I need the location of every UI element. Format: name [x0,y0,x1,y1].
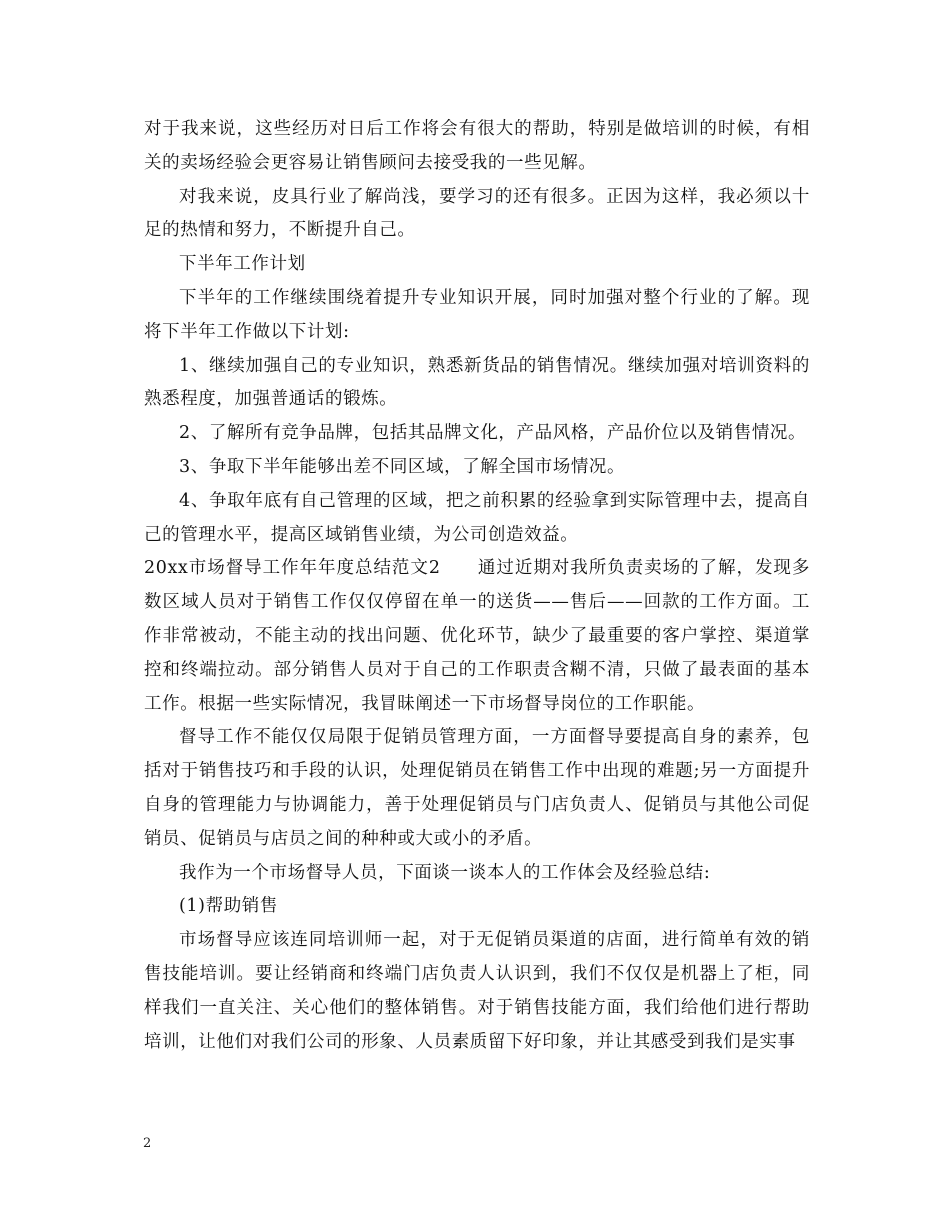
paragraph-2: 对我来说，皮具行业了解尚浅，要学习的还有很多。正因为这样，我必须以十足的热情和努力，不断提升自己。 [144,186,810,241]
plan-item-2: 2、了解所有竞争品牌，包括其品牌文化，产品风格，产品价位以及销售情况。 [179,423,807,444]
paragraph-11: 我作为一个市场督导人员，下面谈一谈本人的工作体会及经验总结: [179,862,711,883]
article-2-intro-paragraph: 20xx市场督导工作年年度总结范文2 通过近期对我所负责卖场的了解，发现多数区域人员对于销售工作仅仅停留在单一的送货——售后——回款的工作方面。工作非常被动，不能主动的找出问题、优化环节，缺少了最重要的客户掌控、渠道掌控和终端拉动。部分销售人员对于自己的工作职责含糊不清，只做了最表面的基本工作。根据一些实际情况，我冒昧阐述一下市场督导岗位的工作职能。 [144,558,810,714]
section-heading-second-half-plan: 下半年工作计划 [179,254,306,275]
document-body [144,113,810,1059]
plan-item-1: 1、继续加强自己的专业知识，熟悉新货品的销售情况。继续加强对培训资料的熟悉程度，加强普通话的锻炼。 [144,355,810,410]
plan-item-4: 4、争取年底有自己管理的区域，把之前积累的经验拿到实际管理中去，提高自己的管理水平，提高区域销售业绩，为公司创造效益。 [144,490,810,545]
plan-item-3: 3、争取下半年能够出差不同区域，了解全国市场情况。 [179,456,626,477]
subheading-help-sales: (1)帮助销售 [179,896,278,917]
paragraph-10: 督导工作不能仅仅局限于促销员管理方面，一方面督导要提高自身的素养，包括对于销售技巧和手段的认识，处理促销员在销售工作中出现的难题;另一方面提升自身的管理能力与协调能力，善于处理促销员与门店负责人、促销员与其他公司促销员、促销员与店员之间的种种或大或小的矛盾。 [144,727,810,849]
paragraph-1: 对于我来说，这些经历对日后工作将会有很大的帮助，特别是做培训的时候，有相关的卖场经验会更容易让销售顾问去接受我的一些见解。 [144,119,810,173]
paragraph-13: 市场督导应该连同培训师一起，对于无促销员渠道的店面，进行简单有效的销售技能培训。要让经销商和终端门店负责人认识到，我们不仅仅是机器上了柜，同样我们一直关注、关心他们的整体销售。对于销售技能方面，我们给他们进行帮助培训，让他们对我们公司的形象、人员素质留下好印象，并让其感受到我们是实事 [144,930,810,1052]
paragraph-4: 下半年的工作继续围绕着提升专业知识开展，同时加强对整个行业的了解。现将下半年工作做以下计划: [144,287,810,342]
page-number: 2 [143,1136,152,1151]
